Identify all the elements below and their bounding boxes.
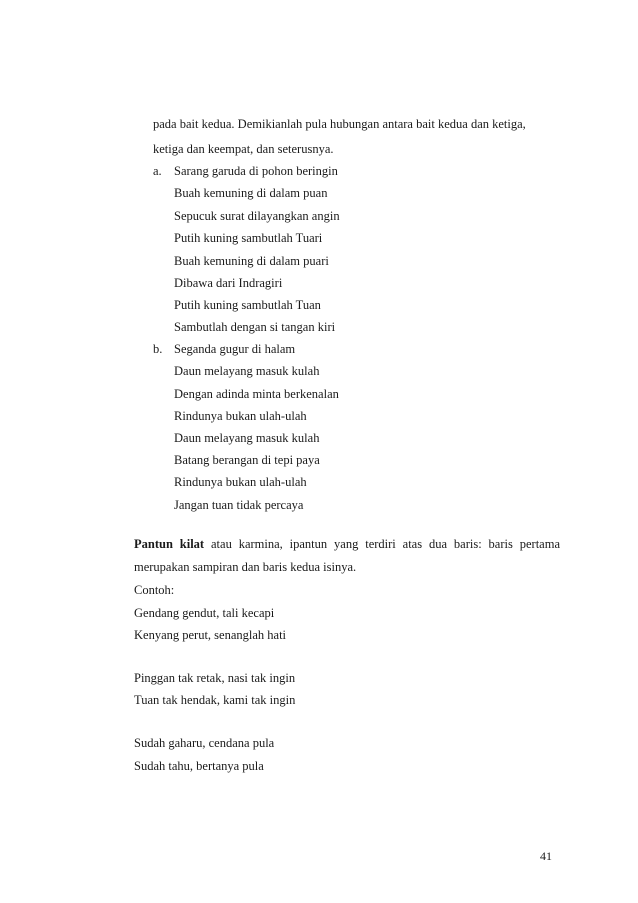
list-a-line-7: Putih kuning sambutlah Tuan xyxy=(174,298,321,312)
example-2-line-1: Pinggan tak retak, nasi tak ingin xyxy=(134,671,296,685)
list-b-line-8: Jangan tuan tidak percaya xyxy=(174,498,304,512)
list-b-line-2: Daun melayang masuk kulah xyxy=(174,364,320,378)
intro-line-1: pada bait kedua. Demikianlah pula hubungan antara bait kedua dan ketiga, xyxy=(153,117,526,131)
list-marker-a: a. xyxy=(153,164,162,178)
example-1-line-2: Kenyang perut, senanglah hati xyxy=(134,628,287,642)
list-a-line-1: Sarang garuda di pohon beringin xyxy=(174,164,338,178)
list-a-line-4: Putih kuning sambutlah Tuari xyxy=(174,231,323,245)
list-a-line-8: Sambutlah dengan si tangan kiri xyxy=(174,320,336,334)
list-a-line-6: Dibawa dari Indragiri xyxy=(174,276,283,290)
list-a-line-5: Buah kemuning di dalam puari xyxy=(174,254,329,268)
list-b-line-7: Rindunya bukan ulah-ulah xyxy=(174,475,307,489)
list-b-line-1: Seganda gugur di halam xyxy=(174,342,296,356)
list-a-line-2: Buah kemuning di dalam puan xyxy=(174,186,328,200)
example-label: Contoh: xyxy=(134,583,175,597)
example-2-line-2: Tuan tak hendak, kami tak ingin xyxy=(134,693,296,707)
example-3-line-2: Sudah tahu, bertanya pula xyxy=(134,759,264,773)
list-b-line-5: Daun melayang masuk kulah xyxy=(174,431,320,445)
list-b-line-3: Dengan adinda minta berkenalan xyxy=(174,387,339,401)
page-number: 41 xyxy=(540,849,552,863)
list-b-line-4: Rindunya bukan ulah-ulah xyxy=(174,409,307,423)
intro-line-2: ketiga dan keempat, dan seterusnya. xyxy=(153,142,334,156)
pantun-kilat-line-2: merupakan sampiran dan baris kedua isinya. xyxy=(134,560,357,574)
pantun-kilat-definition: atau karmina, ipantun yang terdiri atas dua baris: baris pertama xyxy=(204,537,560,551)
list-a-line-3: Sepucuk surat dilayangkan angin xyxy=(174,209,340,223)
example-1-line-1: Gendang gendut, tali kecapi xyxy=(134,606,275,620)
pantun-kilat-term: Pantun kilat xyxy=(134,537,205,551)
example-3-line-1: Sudah gaharu, cendana pula xyxy=(134,736,275,750)
list-b-line-6: Batang berangan di tepi paya xyxy=(174,453,320,467)
pantun-kilat-line-1 xyxy=(134,536,560,552)
list-marker-b: b. xyxy=(153,342,163,356)
